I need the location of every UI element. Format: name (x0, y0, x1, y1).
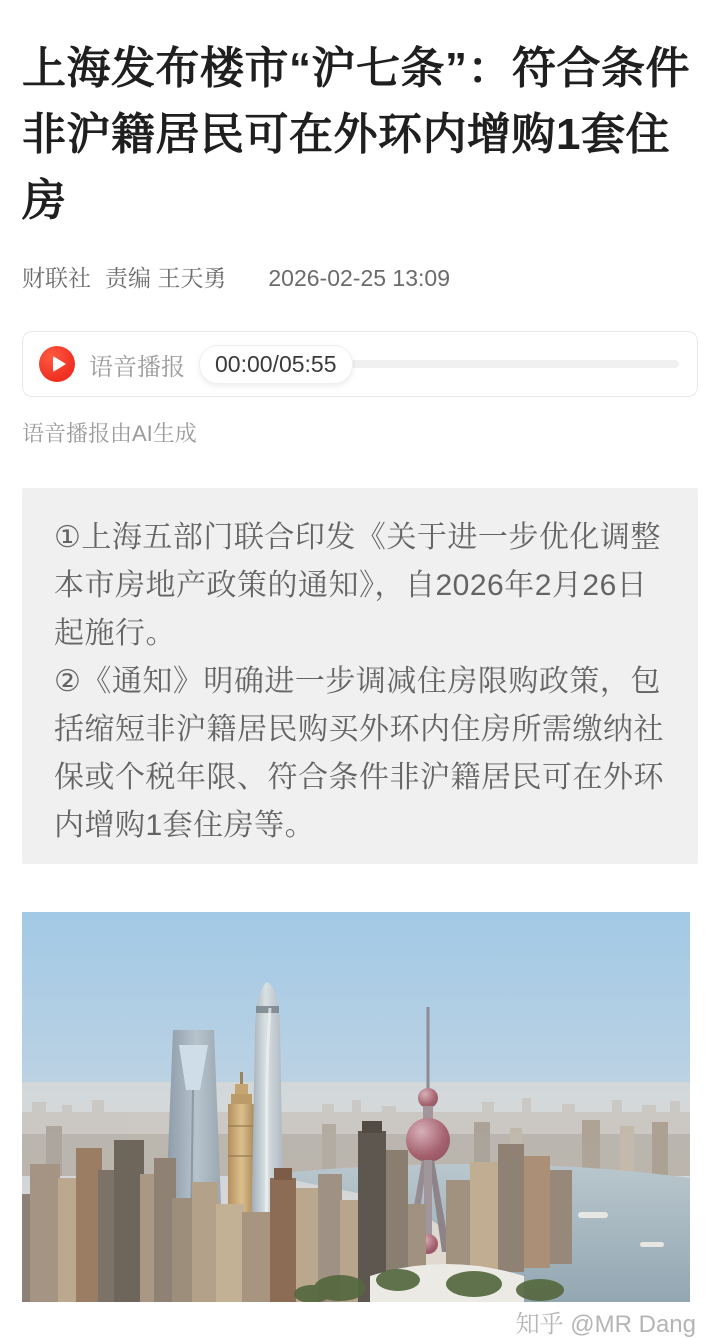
ai-generated-note: 语音播报由AI生成 (22, 421, 197, 446)
summary-item-2: ②《通知》明确进一步调减住房限购政策，包括缩短非沪籍居民购买外环内住房所需缴纳社保或个税年限、符合条件非沪籍居民可在外环内增购1套住房等。 (54, 665, 664, 842)
play-button[interactable] (39, 346, 75, 382)
publish-datetime: 2026-02-25 13:09 (268, 265, 450, 291)
play-icon (53, 356, 66, 372)
audio-time-display: 00:00/05:55 (199, 345, 353, 384)
audio-player-label: 语音播报 (89, 353, 185, 381)
shanghai-skyline-illustration (22, 912, 690, 1302)
audio-player (22, 331, 698, 397)
watermark: 知乎 @MR Dang (515, 1311, 696, 1338)
summary-box (22, 488, 698, 864)
hero-image[interactable] (22, 912, 690, 1302)
article-title: 上海发布楼市“沪七条”：符合条件非沪籍居民可在外环内增购1套住房 (22, 44, 690, 225)
audio-progress-bar[interactable] (347, 360, 679, 368)
summary-item-1: ①上海五部门联合印发《关于进一步优化调整本市房地产政策的通知》，自2026年2月26日起施行。 (54, 521, 661, 650)
source-name: 财联社 (22, 265, 91, 291)
editor-name: 责编 王天勇 (105, 265, 227, 291)
byline (22, 260, 698, 293)
